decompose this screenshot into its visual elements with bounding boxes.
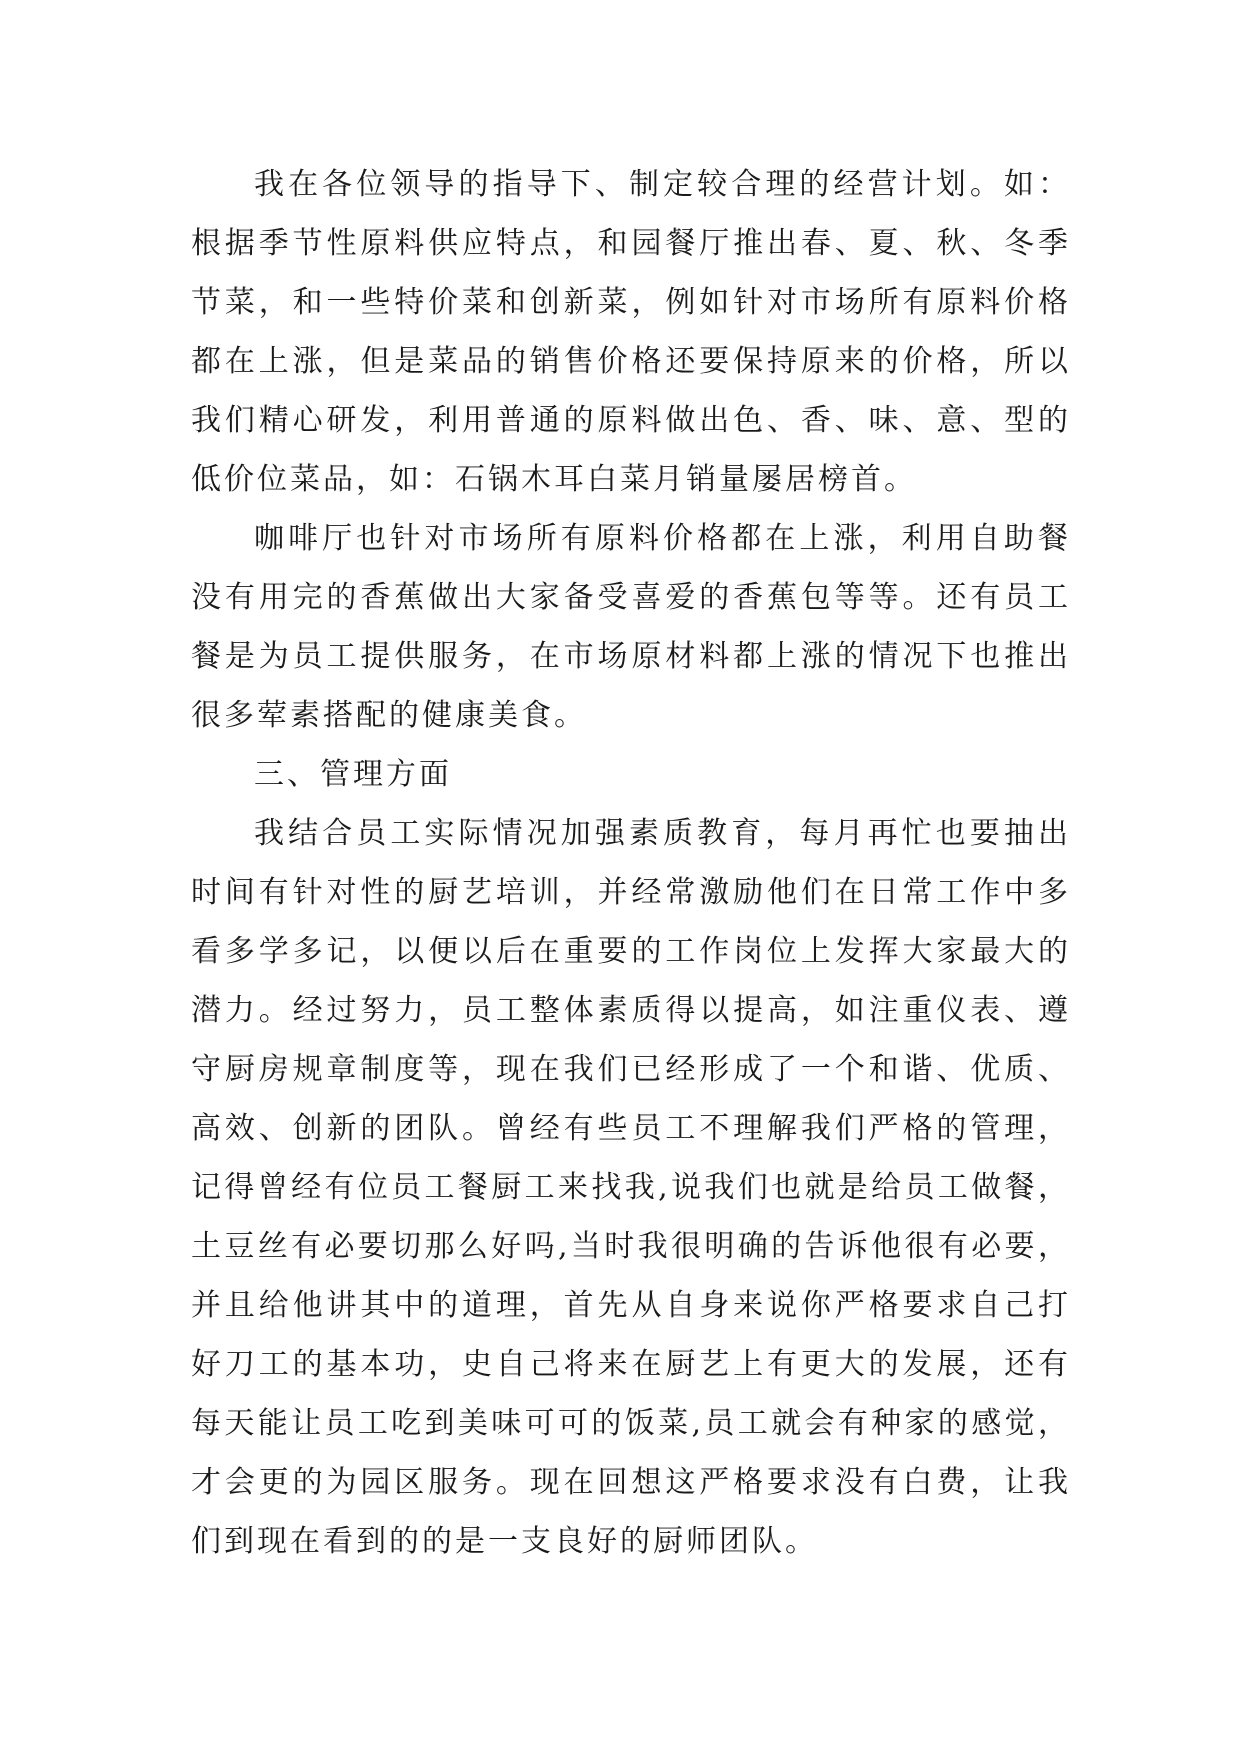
paragraph-business-plan: 我在各位领导的指导下、制定较合理的经营计划。如：根据季节性原料供应特点，和园餐厅推出春、夏、秋、冬季节菜，和一些特价菜和创新菜，例如针对市场所有原料价格都在上涨，但是菜品的销售价格还要保持原来的价格，所以我们精心研发，利用普通的原料做出色、香、味、意、型的低价位菜品，如：石锅木耳白菜月销量屡居榜首。 xyxy=(191,167,1071,497)
section-heading-management: 三、管理方面 xyxy=(254,757,452,792)
paragraph-coffee-shop: 咖啡厅也针对市场所有原料价格都在上涨，利用自助餐没有用完的香蕉做出大家备受喜爱的香蕉包等等。还有员工餐是为员工提供服务，在市场原材料都上涨的情况下也推出很多荤素搭配的健康美食。 xyxy=(191,521,1071,733)
document-body xyxy=(191,155,1071,1571)
paragraph-management: 我结合员工实际情况加强素质教育，每月再忙也要抽出时间有针对性的厨艺培训，并经常激励他们在日常工作中多看多学多记，以便以后在重要的工作岗位上发挥大家最大的潜力。经过努力，员工整体素质得以提高，如注重仪表、遵守厨房规章制度等，现在我们已经形成了一个和谐、优质、高效、创新的团队。曾经有些员工不理解我们严格的管理，记得曾经有位员工餐厨工来找我,说我们也就是给员工做餐，土豆丝有必要切那么好吗,当时我很明确的告诉他很有必要，并且给他讲其中的道理，首先从自身来说你严格要求自己打好刀工的基本功，史自己将来在厨艺上有更大的发展，还有每天能让员工吃到美味可可的饭菜,员工就会有种家的感觉，才会更的为园区服务。现在回想这严格要求没有白费，让我们到现在看到的的是一支良好的厨师团队。 xyxy=(191,816,1071,1559)
